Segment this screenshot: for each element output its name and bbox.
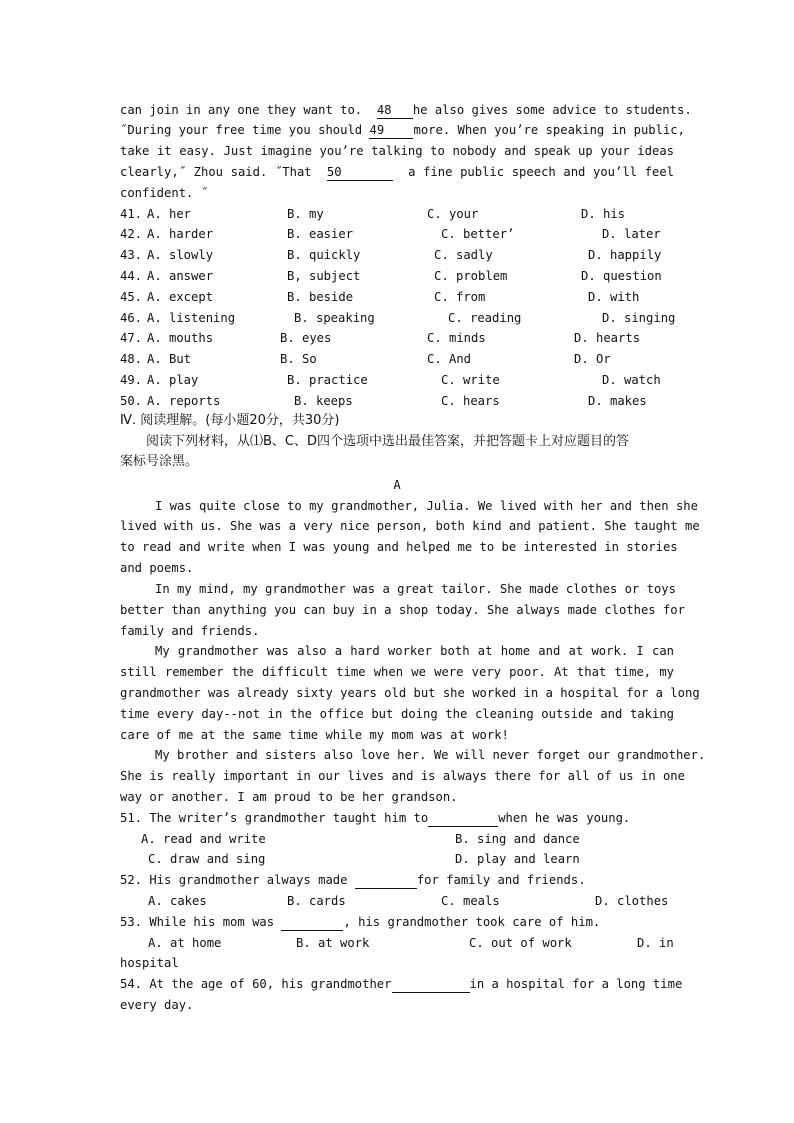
question-54-continued: every day. — [120, 998, 194, 1012]
option-d: D. happily — [588, 248, 662, 262]
option-b: B, subject — [287, 269, 361, 283]
option-c: C. minds — [427, 331, 486, 345]
question-52 — [120, 870, 674, 890]
option-number: 49. — [120, 373, 143, 387]
blank-48: 48 — [377, 102, 413, 119]
option-b: B. So — [280, 352, 317, 366]
option-d: D. watch — [602, 373, 661, 387]
answer-blank — [392, 976, 470, 993]
passage-line: I was quite close to my grandmother, Julia. We lived with her and then she — [155, 499, 698, 513]
option-number: 43. — [120, 248, 143, 262]
option-c: C. betterʼ — [441, 227, 515, 241]
question-54 — [120, 974, 683, 994]
option-number: 46. — [120, 311, 143, 325]
section-instructions-line-1: 阅读下列材料，从⑴B、C、D四个选项中选出最佳答案，并把答题卡上对应题目的答 — [146, 434, 630, 449]
text: clearly,˝ Zhou said. ˝That — [120, 165, 312, 179]
passage-line: My brother and sisters also love her. We will never forget our grandmother. — [155, 748, 706, 762]
option-c: C. reading — [448, 311, 522, 325]
blank-49: 49 — [369, 122, 413, 139]
cloze-line-1 — [120, 100, 692, 120]
section-title: Ⅳ. 阅读理解。(每小题20分，共30分) — [120, 413, 340, 428]
answer-blank — [355, 872, 417, 889]
option-a: A. slowly — [147, 248, 214, 262]
option-number: 45. — [120, 290, 143, 304]
option-a: A. answer — [147, 269, 214, 283]
option-b: B. eyes — [280, 331, 332, 345]
cloze-line-3: take it easy. Just imagine youʼre talking to nobody and speak up your ideas — [120, 144, 674, 158]
option-c: C. your — [427, 207, 479, 221]
q51-option-c: C. draw and sing — [148, 852, 266, 866]
passage-line: lived with us. She was a very nice person, both kind and patient. She taught me — [120, 519, 700, 533]
text: a fine public speech and youʼll feel — [408, 165, 674, 179]
passage-line: time every day--not in the office but doing the cleaning outside and taking — [120, 707, 674, 721]
option-c: C. sadly — [434, 248, 493, 262]
cloze-line-4 — [120, 162, 674, 182]
option-a: A. play — [147, 373, 199, 387]
option-c: C. And — [427, 352, 472, 366]
option-a: A. mouths — [147, 331, 214, 345]
q53-option-b: B. at work — [296, 936, 370, 950]
option-b: B. quickly — [287, 248, 361, 262]
passage-line: and poems. — [120, 561, 194, 575]
text: he also gives some advice to students. — [412, 103, 692, 117]
option-d: D. question — [581, 269, 662, 283]
option-b: B. speaking — [294, 311, 375, 325]
option-d: D. makes — [588, 394, 647, 408]
q51-option-b: B. sing and dance — [455, 832, 580, 846]
blank-50: 50 — [327, 164, 393, 181]
passage-line: grandmother was already sixty years old but she worked in a hospital for a long — [120, 686, 700, 700]
passage-line: In my mind, my grandmother was a great tailor. She made clothes or toys — [155, 582, 676, 596]
option-a: A. reports — [147, 394, 221, 408]
question-stem: 51. The writerʼs grandmother taught him to — [120, 811, 429, 825]
question-stem: 53. While his mom was — [120, 915, 275, 929]
passage-line: She is really important in our lives and is always there for all of us in one — [120, 769, 685, 783]
q53-option-c: C. out of work — [469, 936, 572, 950]
text: ˝During your free time you should — [120, 123, 363, 137]
question-stem: when he was young. — [498, 811, 631, 825]
option-b: B. practice — [287, 373, 368, 387]
passage-line: My grandmother was also a hard worker both at home and at work. I can — [155, 644, 674, 658]
answer-blank — [428, 810, 498, 827]
q51-option-a: A. read and write — [141, 832, 266, 846]
option-a: A. But — [147, 352, 192, 366]
question-53 — [120, 912, 674, 932]
option-number: 47. — [120, 331, 143, 345]
option-a: A. listening — [147, 311, 236, 325]
option-d: D. hearts — [574, 331, 641, 345]
passage-label: A — [393, 478, 401, 492]
option-c: C. hears — [441, 394, 500, 408]
option-d: D. with — [588, 290, 640, 304]
option-number: 44. — [120, 269, 143, 283]
question-stem: 52. His grandmother always made — [120, 873, 348, 887]
q53-option-d: D. in — [637, 936, 674, 950]
option-b: B. keeps — [294, 394, 353, 408]
option-b: B. beside — [287, 290, 354, 304]
question-stem: 54. At the age of 60, his grandmother — [120, 977, 392, 991]
q51-option-d: D. play and learn — [455, 852, 580, 866]
option-c: C. problem — [434, 269, 508, 283]
cloze-line-5: confident. ˝ — [120, 186, 209, 200]
q52-option-a: A. cakes — [148, 894, 207, 908]
passage-line: still remember the difficult time when we were very poor. At that time, my — [120, 665, 674, 679]
passage-line: to read and write when I was young and helped me to be interested in stories — [120, 540, 678, 554]
q52-option-c: C. meals — [441, 894, 500, 908]
option-c: C. from — [434, 290, 486, 304]
option-b: B. easier — [287, 227, 354, 241]
option-number: 42. — [120, 227, 143, 241]
passage-line: way or another. I am proud to be her grandson. — [120, 790, 458, 804]
option-d: D. his — [581, 207, 626, 221]
option-a: A. except — [147, 290, 214, 304]
q52-option-b: B. cards — [287, 894, 346, 908]
passage-line: better than anything you can buy in a shop today. She always made clothes for — [120, 603, 685, 617]
answer-blank — [281, 914, 343, 931]
option-d: D. singing — [602, 311, 676, 325]
passage-line: family and friends. — [120, 624, 260, 638]
option-d: D. later — [602, 227, 661, 241]
section-instructions-line-2: 案标号涂黑。 — [120, 454, 199, 469]
option-c: C. write — [441, 373, 500, 387]
text: can join in any one they want to. — [120, 103, 363, 117]
option-number: 50. — [120, 394, 143, 408]
question-stem: for family and friends. — [416, 873, 586, 887]
option-number: 48. — [120, 352, 143, 366]
q53-option-a: A. at home — [148, 936, 222, 950]
q52-option-d: D. clothes — [595, 894, 669, 908]
option-a: A. harder — [147, 227, 214, 241]
text: more. When youʼre speaking in public, — [413, 123, 685, 137]
option-a: A. her — [147, 207, 192, 221]
cloze-line-2 — [120, 120, 685, 140]
question-51 — [120, 808, 674, 828]
option-d: D. Or — [574, 352, 611, 366]
option-b: B. my — [287, 207, 324, 221]
option-number: 41. — [120, 207, 143, 221]
q53-option-d-continued: hospital — [120, 956, 179, 970]
passage-line: care of me at the same time while my mom was at work! — [120, 728, 509, 742]
question-stem: in a hospital for a long time — [469, 977, 683, 991]
question-stem: , his grandmother took care of him. — [343, 915, 601, 929]
